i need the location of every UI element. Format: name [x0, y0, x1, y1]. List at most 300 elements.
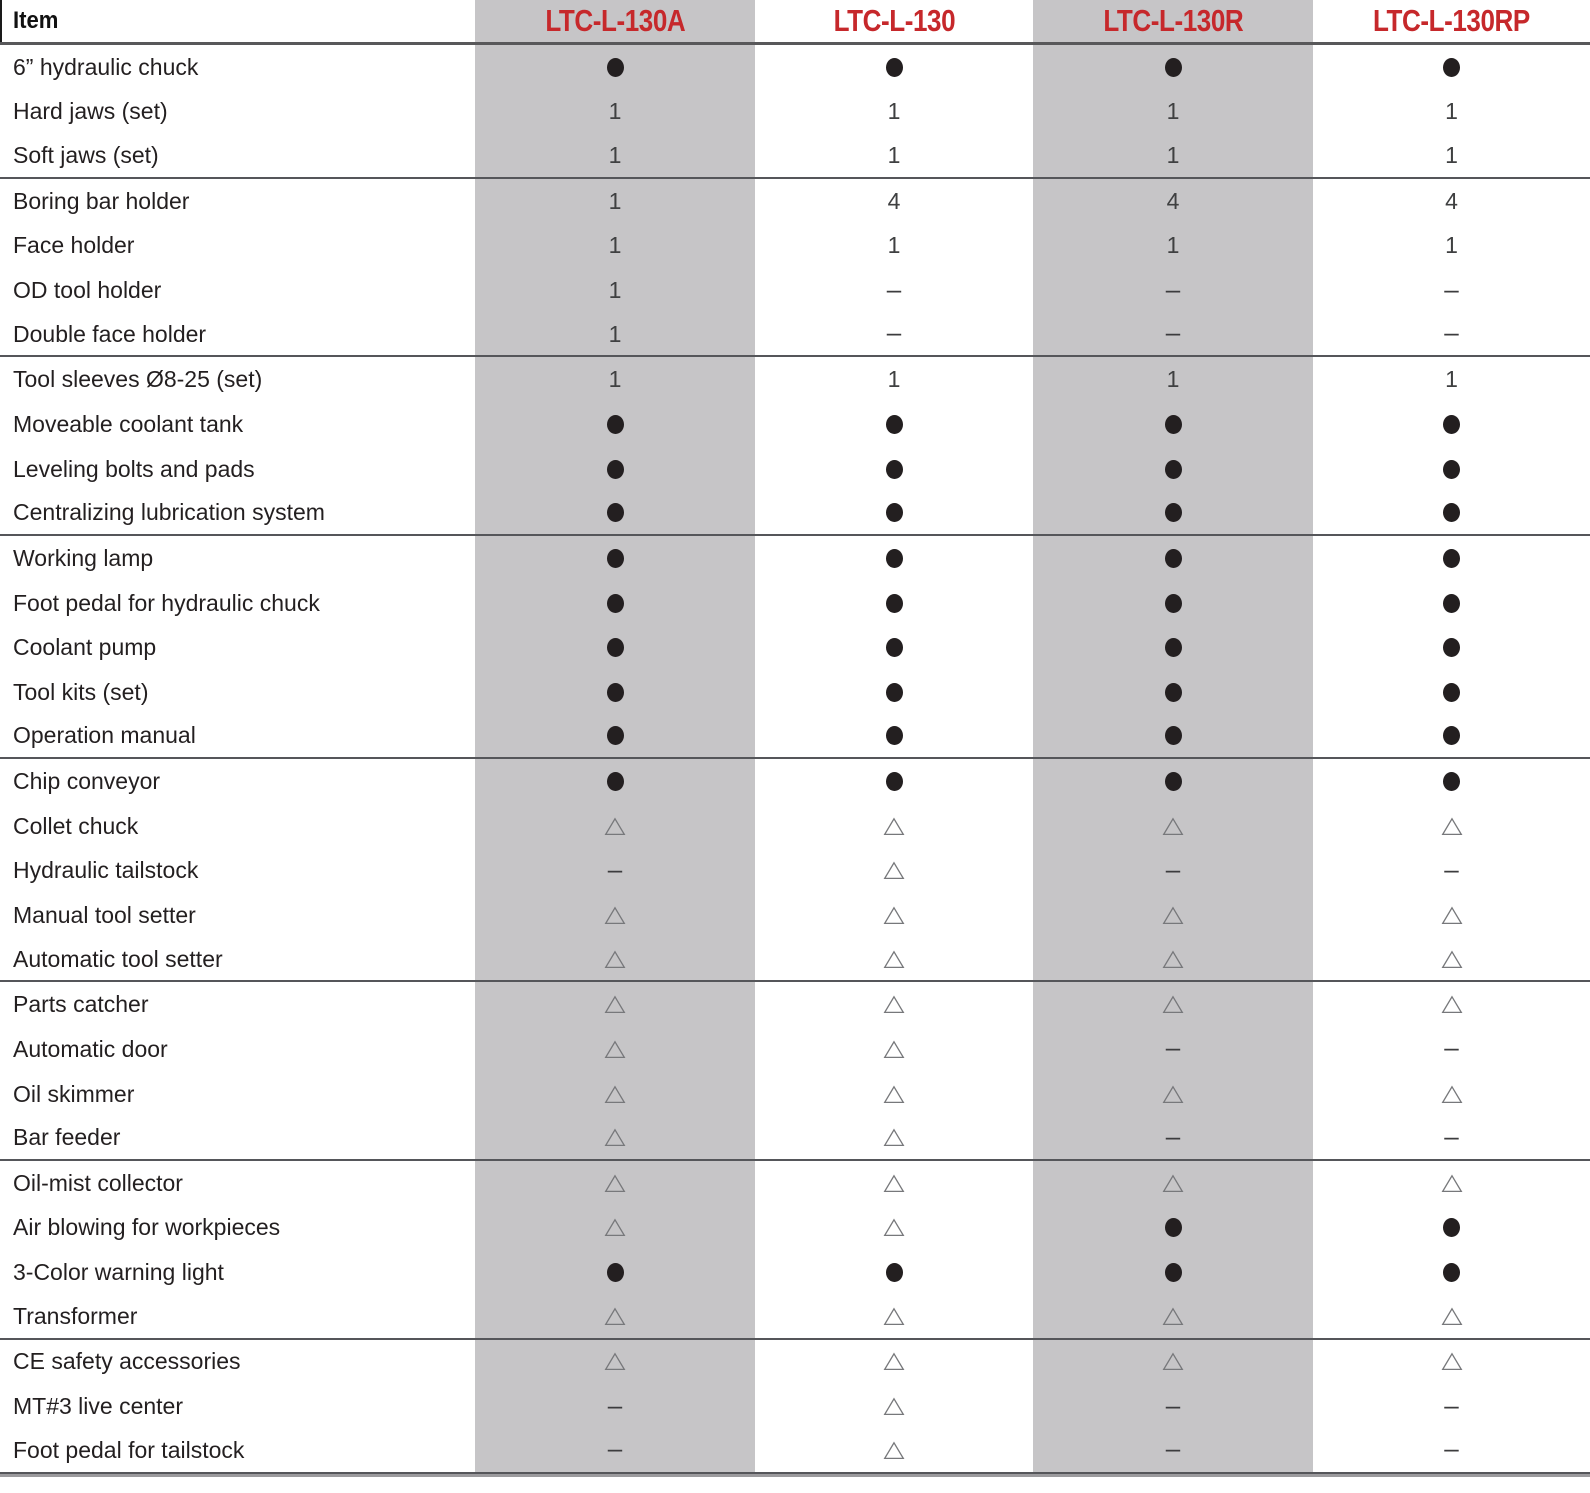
item-label: Oil-mist collector: [13, 1169, 183, 1196]
not-available-dash: –: [1444, 1120, 1459, 1151]
standard-dot-icon: [1165, 503, 1182, 522]
standard-dot-icon: [607, 415, 624, 434]
not-available-dash: –: [1444, 1433, 1459, 1464]
value-cell: [1033, 982, 1313, 1027]
standard-dot-icon: [607, 460, 624, 479]
value-cell: [755, 1116, 1033, 1159]
table-row: [0, 90, 1590, 135]
optional-triangle-icon: [1162, 906, 1184, 925]
value-cell: [1033, 1384, 1313, 1429]
value-cell: [755, 1384, 1033, 1429]
item-label: Boring bar holder: [13, 187, 190, 214]
standard-dot-icon: [1443, 638, 1460, 657]
value-cell: [1313, 581, 1590, 626]
value-cell: [755, 268, 1033, 313]
value-cell: [1313, 90, 1590, 135]
optional-triangle-icon: [883, 817, 905, 836]
column-header-ltc-l-130: [755, 0, 1033, 42]
table-row: [0, 581, 1590, 626]
standard-dot-icon: [1443, 1218, 1460, 1237]
value-cell: [755, 402, 1033, 447]
value-cell: [475, 759, 755, 804]
value-cell: [1313, 1295, 1590, 1338]
standard-dot-icon: [1443, 58, 1460, 77]
table-row: [0, 1429, 1590, 1474]
value-cell: [1313, 268, 1590, 313]
standard-dot-icon: [1443, 683, 1460, 702]
value-cell: [1313, 1250, 1590, 1295]
optional-triangle-icon: [1441, 817, 1463, 836]
value-cell: [755, 357, 1033, 402]
table-body: [0, 45, 1590, 1474]
value-cell: [1313, 134, 1590, 177]
standard-dot-icon: [1165, 683, 1182, 702]
item-label: Chip conveyor: [13, 768, 161, 795]
value-cell: [1313, 536, 1590, 581]
value-cell: [1313, 893, 1590, 938]
item-label: CE safety accessories: [13, 1348, 241, 1375]
item-label: Hydraulic tailstock: [13, 857, 199, 884]
table-row: [0, 938, 1590, 983]
value-cell: [1313, 1340, 1590, 1385]
model-name-label: LTC-L-130R: [1103, 3, 1243, 38]
value-cell: [475, 491, 755, 534]
quantity-value: 1: [608, 98, 622, 125]
value-cell: [1033, 134, 1313, 177]
value-cell: [475, 804, 755, 849]
table-row: [0, 804, 1590, 849]
standard-dot-icon: [1443, 415, 1460, 434]
quantity-value: 1: [887, 232, 901, 259]
value-cell: [1313, 402, 1590, 447]
standard-dot-icon: [607, 638, 624, 657]
not-available-dash: –: [1165, 853, 1181, 884]
standard-dot-icon: [886, 415, 903, 434]
value-cell: [1033, 1027, 1313, 1072]
table-row: [0, 313, 1590, 358]
optional-triangle-icon: [604, 1218, 626, 1237]
value-cell: [475, 90, 755, 135]
value-cell: [755, 179, 1033, 224]
standard-dot-icon: [607, 772, 624, 791]
standard-dot-icon: [607, 683, 624, 702]
value-cell: [1313, 313, 1590, 356]
value-cell: [475, 134, 755, 177]
value-cell: [1313, 759, 1590, 804]
item-label: Collet chuck: [13, 812, 139, 839]
value-cell: [755, 1250, 1033, 1295]
value-cell: [1033, 849, 1313, 894]
not-available-dash: –: [1165, 1032, 1181, 1063]
not-available-dash: –: [1444, 317, 1459, 348]
table-row: [0, 1384, 1590, 1429]
quantity-value: 1: [608, 232, 622, 259]
optional-triangle-icon: [1441, 906, 1463, 925]
optional-triangle-icon: [883, 1397, 905, 1416]
standard-dot-icon: [1443, 594, 1460, 613]
item-label: Automatic tool setter: [13, 945, 223, 972]
standard-dot-icon: [1165, 460, 1182, 479]
standard-dot-icon: [886, 726, 903, 745]
value-cell: [755, 938, 1033, 981]
value-cell: [1313, 1429, 1590, 1472]
optional-triangle-icon: [604, 1174, 626, 1193]
item-label: 3-Color warning light: [13, 1259, 224, 1286]
optional-triangle-icon: [604, 950, 626, 969]
item-label: Foot pedal for tailstock: [13, 1436, 245, 1463]
value-cell: [1033, 581, 1313, 626]
value-cell: [475, 1161, 755, 1206]
value-cell: [475, 1206, 755, 1251]
quantity-value: 4: [1166, 187, 1180, 214]
value-cell: [1033, 357, 1313, 402]
optional-triangle-icon: [883, 995, 905, 1014]
standard-dot-icon: [1443, 1263, 1460, 1282]
value-cell: [1033, 491, 1313, 534]
value-cell: [1033, 893, 1313, 938]
value-cell: [1033, 313, 1313, 356]
value-cell: [475, 179, 755, 224]
column-header-ltc-l-130rp: [1313, 0, 1590, 42]
optional-triangle-icon: [883, 950, 905, 969]
column-header-ltc-l-130r: [1033, 0, 1313, 42]
item-label: MT#3 live center: [13, 1393, 184, 1420]
value-cell: [475, 268, 755, 313]
standard-dot-icon: [886, 683, 903, 702]
value-cell: [755, 849, 1033, 894]
value-cell: [475, 893, 755, 938]
value-cell: [755, 491, 1033, 534]
value-cell: [755, 1429, 1033, 1472]
not-available-dash: –: [607, 1433, 623, 1464]
standard-dot-icon: [1165, 1218, 1182, 1237]
value-cell: [1033, 1250, 1313, 1295]
quantity-value: 1: [1166, 98, 1180, 125]
value-cell: [1033, 804, 1313, 849]
optional-triangle-icon: [883, 1040, 905, 1059]
value-cell: [755, 804, 1033, 849]
optional-triangle-icon: [883, 1128, 905, 1147]
standard-dot-icon: [1165, 726, 1182, 745]
standard-dot-icon: [886, 638, 903, 657]
optional-triangle-icon: [604, 1307, 626, 1326]
value-cell: [755, 670, 1033, 715]
value-cell: [755, 581, 1033, 626]
item-label: Operation manual: [13, 722, 196, 749]
table-row: [0, 715, 1590, 760]
item-label: Tool sleeves Ø8-25 (set): [13, 366, 263, 393]
optional-triangle-icon: [883, 1307, 905, 1326]
value-cell: [1033, 759, 1313, 804]
value-cell: [1033, 1161, 1313, 1206]
optional-triangle-icon: [604, 1128, 626, 1147]
value-cell: [475, 670, 755, 715]
optional-triangle-icon: [1441, 1174, 1463, 1193]
item-label: Moveable coolant tank: [13, 410, 244, 437]
standard-dot-icon: [886, 58, 903, 77]
item-label: Automatic door: [13, 1035, 168, 1062]
value-cell: [1033, 1295, 1313, 1338]
value-cell: [475, 1429, 755, 1472]
value-cell: [475, 1340, 755, 1385]
value-cell: [1313, 715, 1590, 758]
item-label: Oil skimmer: [13, 1080, 135, 1107]
item-label: Leveling bolts and pads: [13, 455, 255, 482]
value-cell: [1313, 179, 1590, 224]
optional-triangle-icon: [883, 861, 905, 880]
optional-triangle-icon: [883, 1441, 905, 1460]
value-cell: [475, 938, 755, 981]
standard-dot-icon: [1443, 772, 1460, 791]
value-cell: [475, 313, 755, 356]
standard-dot-icon: [1165, 594, 1182, 613]
value-cell: [1313, 491, 1590, 534]
quantity-value: 1: [608, 277, 622, 304]
optional-triangle-icon: [1162, 1085, 1184, 1104]
optional-triangle-icon: [883, 906, 905, 925]
value-cell: [1033, 1206, 1313, 1251]
quantity-value: 1: [608, 320, 622, 347]
value-cell: [755, 90, 1033, 135]
item-label: 6” hydraulic chuck: [13, 53, 199, 80]
value-cell: [1313, 447, 1590, 492]
value-cell: [1313, 1384, 1590, 1429]
table-row: [0, 179, 1590, 224]
value-cell: [755, 1072, 1033, 1117]
not-available-dash: –: [1165, 1389, 1181, 1420]
value-cell: [1033, 715, 1313, 758]
quantity-value: 1: [887, 98, 901, 125]
value-cell: [755, 1161, 1033, 1206]
table-row: [0, 1250, 1590, 1295]
standard-dot-icon: [886, 460, 903, 479]
standard-dot-icon: [1443, 726, 1460, 745]
not-available-dash: –: [607, 1389, 623, 1420]
table-row: [0, 491, 1590, 536]
optional-triangle-icon: [604, 817, 626, 836]
standard-dot-icon: [1165, 415, 1182, 434]
table-row: [0, 402, 1590, 447]
value-cell: [755, 1340, 1033, 1385]
value-cell: [1033, 45, 1313, 90]
value-cell: [475, 1384, 755, 1429]
item-label: Bar feeder: [13, 1124, 121, 1151]
value-cell: [475, 357, 755, 402]
value-cell: [475, 402, 755, 447]
standard-dot-icon: [886, 549, 903, 568]
table-row: [0, 1161, 1590, 1206]
quantity-value: 1: [1166, 142, 1180, 169]
quantity-value: 1: [608, 142, 622, 169]
standard-dot-icon: [886, 503, 903, 522]
value-cell: [1313, 982, 1590, 1027]
value-cell: [1313, 357, 1590, 402]
model-name-label: LTC-L-130RP: [1373, 3, 1530, 38]
item-label: Transformer: [13, 1302, 138, 1329]
not-available-dash: –: [1165, 273, 1181, 304]
value-cell: [475, 224, 755, 269]
optional-triangle-icon: [604, 1040, 626, 1059]
table-row: [0, 224, 1590, 269]
item-header-label: Item: [13, 7, 59, 34]
standard-dot-icon: [1165, 1263, 1182, 1282]
table-row: [0, 759, 1590, 804]
table-row: [0, 893, 1590, 938]
value-cell: [755, 893, 1033, 938]
table-row: [0, 134, 1590, 179]
item-label: Soft jaws (set): [13, 142, 159, 169]
value-cell: [475, 536, 755, 581]
standard-dot-icon: [1165, 772, 1182, 791]
model-name-label: LTC-L-130: [833, 3, 955, 38]
standard-dot-icon: [1165, 58, 1182, 77]
value-cell: [1033, 402, 1313, 447]
not-available-dash: –: [1165, 317, 1181, 348]
not-available-dash: –: [886, 273, 902, 304]
item-label: Double face holder: [13, 320, 207, 347]
value-cell: [1033, 1340, 1313, 1385]
value-cell: [755, 313, 1033, 356]
standard-dot-icon: [1443, 549, 1460, 568]
quantity-value: 1: [887, 366, 901, 393]
not-available-dash: –: [1444, 1032, 1459, 1063]
optional-triangle-icon: [1441, 1307, 1463, 1326]
not-available-dash: –: [1444, 853, 1459, 884]
table-row: [0, 625, 1590, 670]
value-cell: [755, 625, 1033, 670]
quantity-value: 1: [1445, 366, 1458, 393]
value-cell: [475, 1295, 755, 1338]
item-label: Face holder: [13, 232, 135, 259]
standard-dot-icon: [607, 549, 624, 568]
item-label: Parts catcher: [13, 991, 149, 1018]
value-cell: [1313, 1027, 1590, 1072]
value-cell: [1313, 849, 1590, 894]
optional-triangle-icon: [604, 1085, 626, 1104]
optional-triangle-icon: [1162, 1352, 1184, 1371]
optional-triangle-icon: [1162, 1307, 1184, 1326]
value-cell: [755, 982, 1033, 1027]
item-label: Air blowing for workpieces: [13, 1214, 281, 1241]
value-cell: [1033, 447, 1313, 492]
value-cell: [475, 1116, 755, 1159]
value-cell: [1313, 670, 1590, 715]
item-label: Hard jaws (set): [13, 98, 168, 125]
value-cell: [475, 1072, 755, 1117]
column-header-ltc-l-130a: [475, 0, 755, 42]
table-row: [0, 1027, 1590, 1072]
optional-triangle-icon: [1162, 995, 1184, 1014]
value-cell: [475, 715, 755, 758]
not-available-dash: –: [886, 317, 902, 348]
value-cell: [1313, 224, 1590, 269]
not-available-dash: –: [1444, 273, 1459, 304]
value-cell: [475, 1027, 755, 1072]
value-cell: [755, 447, 1033, 492]
value-cell: [755, 224, 1033, 269]
optional-triangle-icon: [1441, 950, 1463, 969]
standard-dot-icon: [607, 1263, 624, 1282]
value-cell: [475, 982, 755, 1027]
value-cell: [1033, 90, 1313, 135]
value-cell: [475, 447, 755, 492]
value-cell: [1033, 268, 1313, 313]
standard-dot-icon: [1165, 549, 1182, 568]
quantity-value: 1: [608, 366, 622, 393]
standard-dot-icon: [1165, 638, 1182, 657]
quantity-value: 1: [887, 142, 901, 169]
value-cell: [1033, 536, 1313, 581]
quantity-value: 1: [1445, 142, 1458, 169]
value-cell: [1033, 1429, 1313, 1472]
optional-triangle-icon: [1441, 995, 1463, 1014]
value-cell: [1033, 938, 1313, 981]
value-cell: [755, 1295, 1033, 1338]
table-row: [0, 670, 1590, 715]
table-row: [0, 1295, 1590, 1340]
table-row: [0, 982, 1590, 1027]
quantity-value: 1: [1166, 232, 1180, 259]
value-cell: [755, 715, 1033, 758]
optional-triangle-icon: [883, 1174, 905, 1193]
optional-triangle-icon: [604, 1352, 626, 1371]
value-cell: [1033, 1072, 1313, 1117]
standard-dot-icon: [886, 594, 903, 613]
value-cell: [755, 1206, 1033, 1251]
quantity-value: 1: [1166, 366, 1180, 393]
optional-triangle-icon: [1441, 1085, 1463, 1104]
value-cell: [475, 581, 755, 626]
value-cell: [755, 759, 1033, 804]
value-cell: [1033, 224, 1313, 269]
value-cell: [1313, 625, 1590, 670]
table-row: [0, 447, 1590, 492]
value-cell: [1033, 179, 1313, 224]
item-label: Manual tool setter: [13, 901, 196, 928]
not-available-dash: –: [1165, 1433, 1181, 1464]
value-cell: [755, 536, 1033, 581]
table-row: [0, 1116, 1590, 1161]
optional-triangle-icon: [604, 906, 626, 925]
standard-dot-icon: [607, 58, 624, 77]
optional-triangle-icon: [883, 1218, 905, 1237]
table-row: [0, 1340, 1590, 1385]
table-row: [0, 357, 1590, 402]
quantity-value: 4: [887, 187, 901, 214]
item-label: OD tool holder: [13, 277, 162, 304]
item-label: Coolant pump: [13, 634, 157, 661]
table-row: [0, 1072, 1590, 1117]
value-cell: [1033, 670, 1313, 715]
quantity-value: 1: [608, 187, 622, 214]
optional-triangle-icon: [883, 1352, 905, 1371]
item-label: Tool kits (set): [13, 678, 149, 705]
optional-triangle-icon: [1162, 817, 1184, 836]
quantity-value: 1: [1445, 98, 1458, 125]
value-cell: [755, 134, 1033, 177]
standard-dot-icon: [1443, 460, 1460, 479]
table-row: [0, 536, 1590, 581]
table-bottom-rule: [0, 1474, 1590, 1477]
standard-dot-icon: [607, 726, 624, 745]
standard-dot-icon: [607, 503, 624, 522]
quantity-value: 1: [1445, 232, 1458, 259]
not-available-dash: –: [1165, 1120, 1181, 1151]
value-cell: [475, 849, 755, 894]
item-label: Working lamp: [13, 544, 154, 571]
table-row: [0, 1206, 1590, 1251]
item-label: Centralizing lubrication system: [13, 499, 325, 526]
